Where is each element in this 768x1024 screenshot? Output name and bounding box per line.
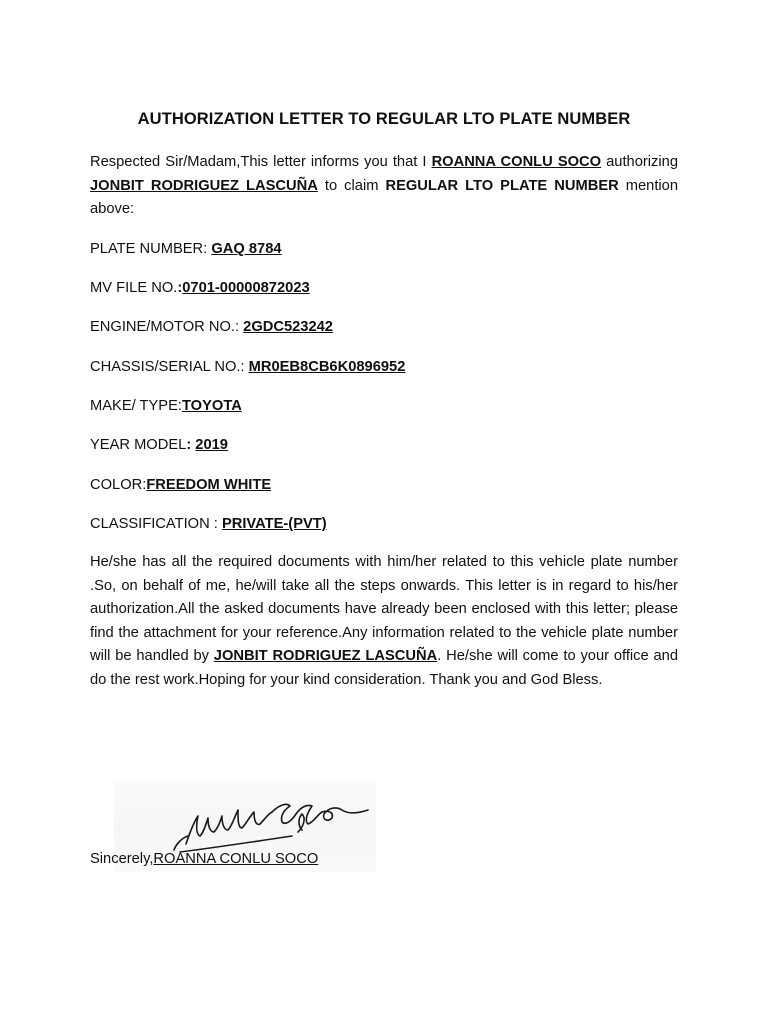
closing-line (90, 849, 318, 869)
letter-page (90, 0, 678, 1024)
handler-name: JONBIT RODRIGUEZ LASCUÑA (213, 648, 438, 664)
field-make-type (90, 396, 242, 416)
field-value: FREEDOM WHITE (146, 477, 272, 493)
field-label: ENGINE/MOTOR NO.: (90, 319, 244, 335)
field-value: TOYOTA (181, 398, 242, 414)
sincerely-text: Sincerely, (90, 850, 154, 867)
field-label: CLASSIFICATION : (90, 516, 222, 532)
field-chassis-serial-no (90, 357, 405, 377)
field-label-colon: : (177, 280, 183, 296)
field-label: MV FILE NO. (90, 280, 178, 296)
field-label: PLATE NUMBER: (90, 241, 212, 257)
field-value: 0701-00000872023 (182, 280, 310, 296)
field-value: GAQ 8784 (211, 241, 282, 257)
purpose-text: REGULAR LTO PLATE NUMBER (385, 177, 619, 194)
handwritten-signature (172, 792, 372, 854)
field-engine-motor-no (90, 317, 333, 337)
field-plate-number (90, 239, 282, 259)
body-paragraph (90, 551, 678, 692)
field-year-model (90, 435, 228, 455)
field-label: CHASSIS/SERIAL NO.: (90, 359, 249, 375)
field-label-colon: : (186, 437, 196, 453)
field-classification (90, 514, 327, 534)
signatory-name: ROANNA CONLU SOCO (153, 850, 319, 867)
field-value: 2GDC523242 (243, 319, 333, 335)
field-label: MAKE/ TYPE: (90, 398, 182, 414)
field-color (90, 475, 271, 495)
intro-paragraph (90, 151, 678, 222)
intro-text-3: to claim (317, 177, 386, 194)
field-label: YEAR MODEL (90, 437, 187, 453)
field-value: 2019 (195, 437, 228, 453)
intro-text-2: authorizing (601, 154, 678, 170)
body-text-2: . He/she will come to your office and do the rest work.Hoping for your kind consideration. Thank you and God Bless. (90, 648, 678, 688)
field-value: PRIVATE-(PVT) (221, 516, 327, 532)
owner-name: ROANNA CONLU SOCO (431, 154, 602, 170)
field-label: COLOR: (90, 477, 147, 493)
field-mv-file-no (90, 278, 310, 298)
intro-text-4: mention above: (90, 177, 679, 217)
intro-text-1: Respected Sir/Madam,This letter informs you that I (90, 154, 432, 170)
letter-title: AUTHORIZATION LETTER TO REGULAR LTO PLATE NUMBER (137, 110, 631, 128)
authorized-name: JONBIT RODRIGUEZ LASCUÑA (90, 177, 318, 194)
body-text-1: He/she has all the required documents with him/her related to this vehicle plate number .So, on behalf of me, he/will take all the steps onwards. This letter is in regard to his/her authorization.All the asked documents have already been enclosed with this letter; please find the attachment for your reference.Any information related to the vehicle plate number will be handled by (90, 554, 678, 664)
field-value: MR0EB8CB6K0896952 (248, 359, 406, 375)
